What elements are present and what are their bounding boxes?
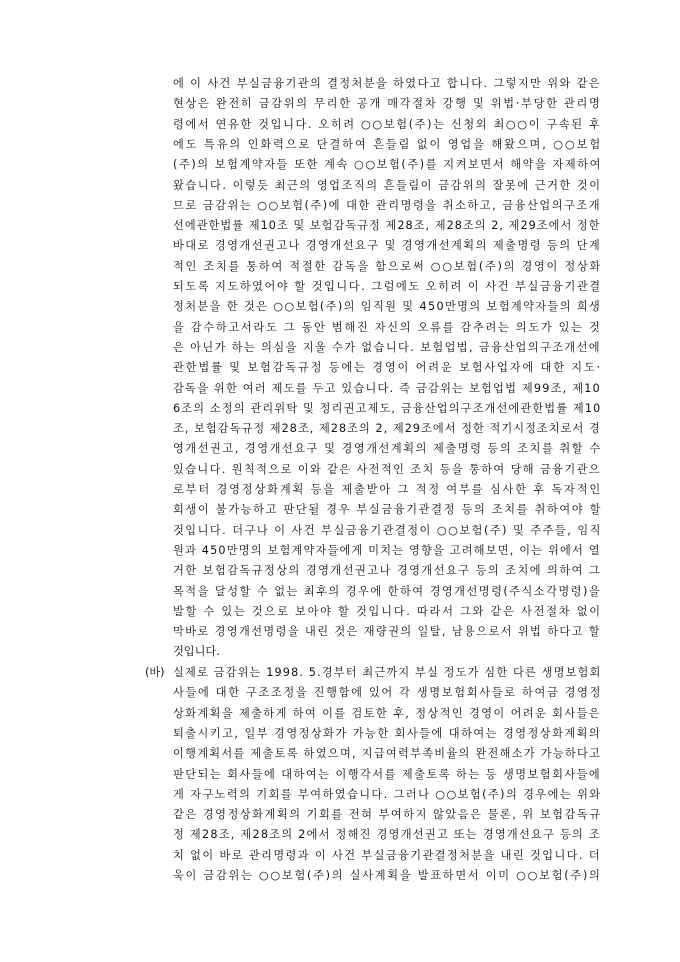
text-line: 에 이 사건 부실금융기관의 결정처분을 하였다고 합니다. 그렇지만 위와 같은 xyxy=(173,77,601,90)
text-line: 실제로 금감위는 1998. 5.경부터 최근까지 부실 정도가 심한 다른 생명보험회 xyxy=(173,666,602,679)
text-line: 므로 금감위는 ○○보험(주)에 대한 관리명령을 취소하고, 금융산업의구조개 xyxy=(173,198,602,212)
text-line: 정처분을 한 것은 ○○보험(주)의 임직원 및 450만명의 보험계약자들의 희생 xyxy=(173,300,602,314)
text-line: 발할 수 있는 것으로 보아야 할 것입니다. 따라서 그와 같은 사전절차 없이 xyxy=(173,604,602,618)
text-line: 되도록 지도하였어야 할 것입니다. 그럼에도 오히려 이 사건 부실금융기관결 xyxy=(173,280,602,293)
text-line: 바대로 경영개선권고나 경영개선요구 및 경영개선계획의 제출명령 등의 단계 xyxy=(173,239,602,253)
text-line: 영개선권고, 경영개선요구 및 경영개선계획의 제출명령 등의 조치를 취할 수 xyxy=(173,442,602,456)
text-line: 막바로 경영개선명령을 내린 것은 재량권의 일탈, 남용으로서 위법 하다고 할 xyxy=(173,625,601,639)
text-line: (주)의 보험계약자들 또한 계속 ○○보험(주)를 지켜보면서 해약을 자제하여 xyxy=(173,158,603,172)
text-line: 같은 경영정상화계획의 기회를 전혀 부여하지 않았음은 물론, 위 보험감독규 xyxy=(173,808,602,822)
text-line: 게 자구노력의 기회를 부여하였습니다. 그러나 ○○보험(주)의 경우에는 위와 xyxy=(173,787,602,801)
text-line: 회생이 불가능하고 판단될 경우 부실금융기관결정 등의 조치를 취하여야 할 xyxy=(173,503,603,517)
text-line: 선에관한법률 제10조 및 보험감독규정 제28조, 제28조의 2, 제29조에서 정한 xyxy=(173,219,601,233)
text-line: 적인 조치를 통하여 적절한 감독을 함으로써 ○○보험(주)의 경영이 정상화 xyxy=(173,259,603,273)
text-line: 왔습니다. 이렇듯 최근의 영업조직의 흔들림이 금감위의 잘못에 근거한 것이 xyxy=(173,178,602,192)
text-line: 조, 보험감독규정 제28조, 제28조의 2, 제29조에서 정한 적기시정조치로서 경 xyxy=(173,422,601,436)
text-line: 상화계획을 제출하게 하여 이를 검토한 후, 정상적인 경영이 어려운 회사들은 xyxy=(173,706,601,720)
text-line: 감독을 위한 여러 제도를 두고 있습니다. 즉 금감위는 보험업법 제99조, 제10 xyxy=(173,381,601,395)
text-line: 현상은 완전히 금감위의 무리한 공개 매각절차 강행 및 위법·부당한 관리명 xyxy=(173,97,602,111)
text-line: 퇴출시키고, 일부 경영정상화가 가능한 회사들에 대하여는 경영정상화계획의 xyxy=(173,726,602,740)
text-line: 원과 450만명의 보험계약자들에게 미치는 영향을 고려해보면, 이는 위에서 열 xyxy=(173,543,601,557)
paragraph-marker: (바) xyxy=(145,666,165,679)
text-line: 을 감수하고서라도 그 동안 범해진 자신의 오류를 감추려는 의도가 있는 것 xyxy=(173,320,602,334)
text-line: 령에서 연유한 것입니다. 오히려 ○○보험(주)는 신청외 최○○이 구속된 후 xyxy=(173,117,602,131)
text-line: 에도 특유의 인화력으로 단결하여 흔들림 없이 영업을 해왔으며, ○○보험 xyxy=(173,137,603,151)
text-line: 정 제28조, 제28조의 2에서 정해진 경영개선권고 또는 경영개선요구 등의 조 xyxy=(173,828,602,842)
text-line: 욱이 금감위는 ○○보험(주)의 실사계획을 발표하면서 이미 ○○보험(주)의 xyxy=(173,869,602,882)
text-line: 사들에 대한 구조조정을 진행함에 있어 각 생명보험회사들로 하여금 경영정 xyxy=(173,686,603,700)
text-line: 것입니다. 더구나 이 사건 부실금융기관결정이 ○○보험(주) 및 주주들, 임직 xyxy=(173,523,602,537)
text-line: 은 아닌가 하는 의심을 지울 수가 없습니다. 보험업법, 금융산업의구조개선에 xyxy=(173,340,601,354)
text-line: 판단되는 회사들에 대하여는 이행각서를 제출토록 하는 등 생명보험회사들에 xyxy=(173,767,602,781)
text-line: 6조의 소정의 관리위탁 및 정리권고제도, 금융산업의구조개선에관한법률 제10 xyxy=(173,401,602,415)
text-line: 로부터 경영정상화계획 등을 제출받아 그 적정 여부를 심사한 후 독자적인 xyxy=(173,483,603,496)
text-line: 있습니다. 원칙적으로 이와 같은 사전적인 조치 등을 통하여 당해 금융기관으 xyxy=(173,462,601,476)
text-line: 거한 보험감독규정상의 경영개선권고나 경영개선요구 등의 조치에 의하여 그 xyxy=(173,564,602,578)
text-line: 이행계획서를 제출토록 하였으며, 지급여력부족비율의 완전해소가 가능하다고 xyxy=(173,747,602,761)
text-line: 것입니다. xyxy=(173,645,220,659)
text-line: 관한법률 및 보험감독규정 등에는 경영이 어려운 보험사업자에 대한 지도· xyxy=(173,361,603,375)
text-line: 목적을 달성할 수 없는 최후의 경우에 한하여 경영개선명령(주식소각명령)을 xyxy=(173,584,602,598)
text-line: 치 없이 바로 관리명령과 이 사건 부실금융기관결정처분을 내린 것입니다. 더 xyxy=(173,848,601,862)
